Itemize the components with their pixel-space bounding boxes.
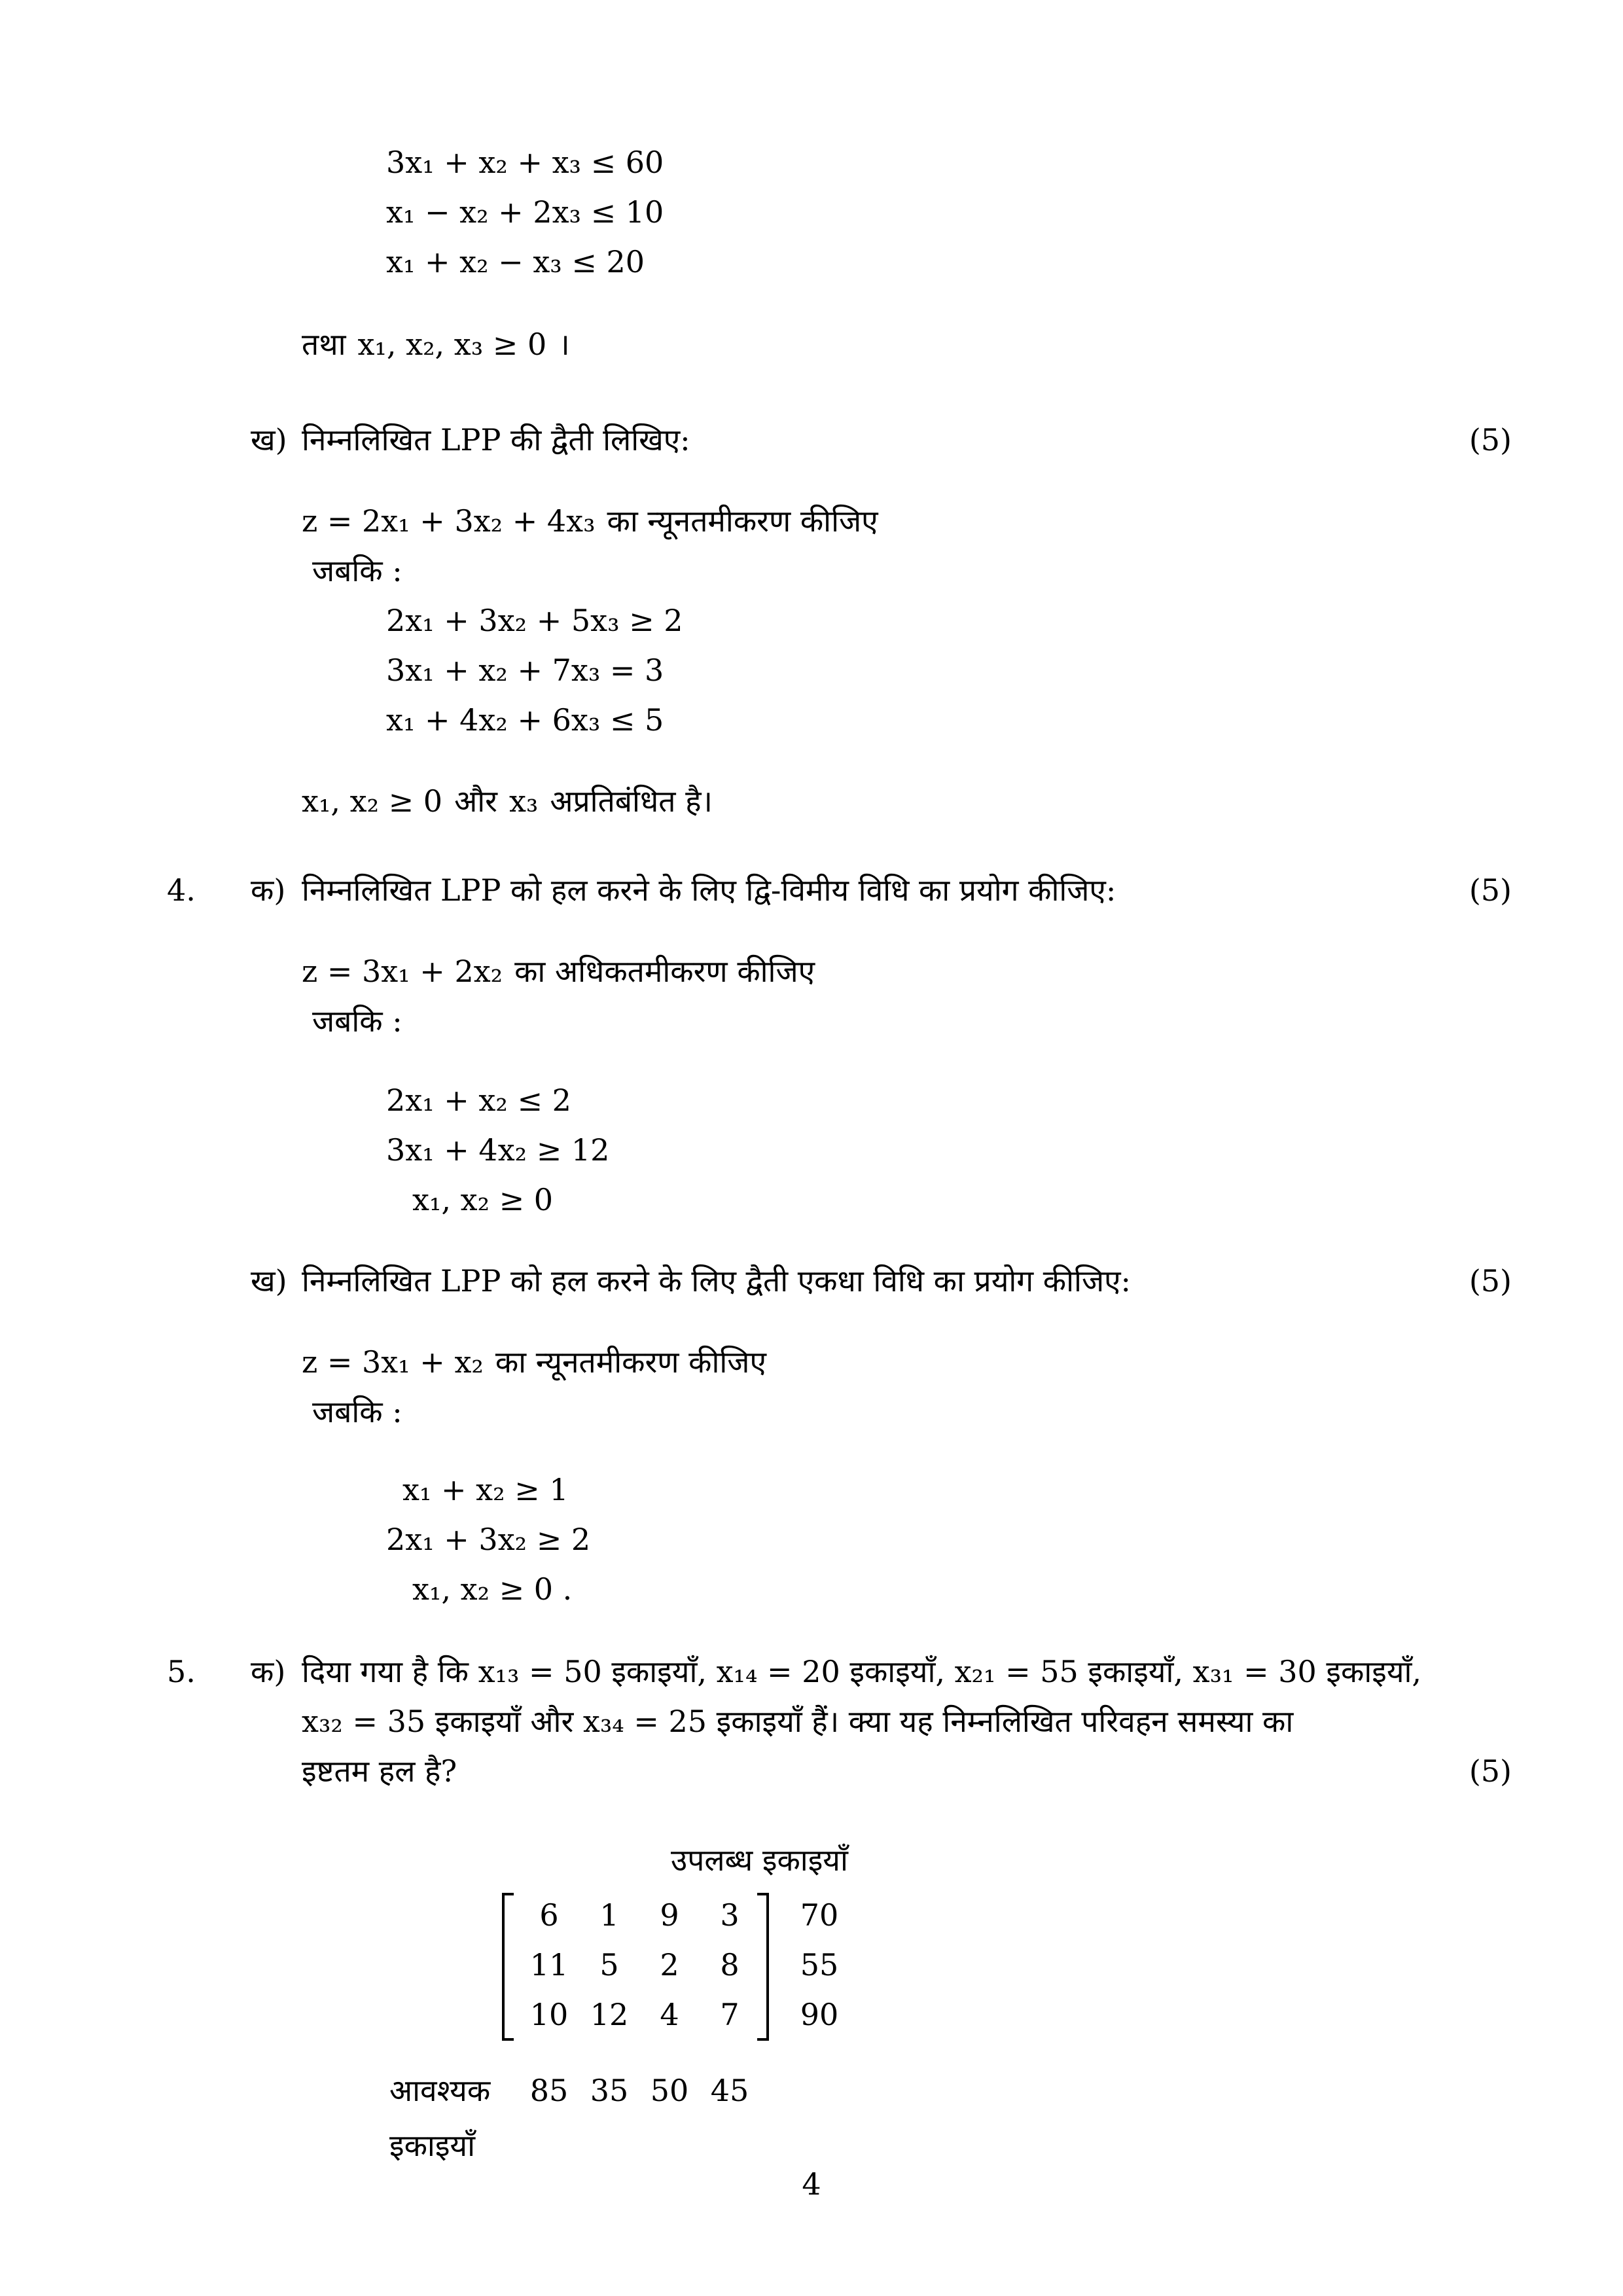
matrix-cell: 5 [599, 1947, 619, 1982]
math-line: 2x₁ + 3x₂ + 5x₃ ≥ 2 [386, 603, 683, 638]
q3b-title: निम्नलिखित LPP की द्वैती लिखिए: [302, 422, 690, 457]
q5a-text-line: इष्टतम हल है? [302, 1753, 457, 1789]
cost-matrix [519, 1890, 760, 2039]
q4a-subject-to: जबकि : [312, 1003, 402, 1039]
supply-value: 90 [800, 1997, 839, 2032]
demand-value: 50 [650, 2073, 689, 2108]
demand-value: 45 [710, 2073, 749, 2108]
matrix-cell: 11 [529, 1947, 569, 1982]
q5a-marks: (5) [1469, 1753, 1512, 1789]
nonnegativity-math: x₁, x₂, x₃ ≥ 0 [357, 327, 547, 362]
matrix-cell: 9 [660, 1897, 679, 1933]
page-number: 4 [802, 2166, 821, 2202]
q4a-marks: (5) [1469, 872, 1512, 908]
spacer [167, 1256, 251, 1306]
demand-value: 35 [590, 2073, 629, 2108]
q4b-subject-to: जबकि : [312, 1394, 402, 1429]
note-hindi: और [454, 783, 497, 819]
spacer [167, 415, 251, 465]
math-line: x₁ + x₂ ≥ 1 [402, 1472, 569, 1507]
q4b-title: निम्नलिखित LPP को हल करने के लिए द्वैती एकधा विधि का प्रयोग कीजिए: [302, 1263, 1132, 1299]
q4b-marks: (5) [1469, 1263, 1512, 1299]
math-line: x₁ + 4x₂ + 6x₃ ≤ 5 [386, 702, 664, 738]
q3a-nonnegativity-line [302, 319, 1512, 369]
supply-heading: उपलब्ध इकाइयाँ [671, 1842, 848, 1878]
q3a-constraints-block [386, 137, 1512, 287]
note-math: x₃ [508, 783, 539, 819]
q4-number: 4. [167, 872, 196, 908]
objective-hindi: का न्यूनतमीकरण कीजिए [607, 503, 878, 539]
matrix-cell: 12 [590, 1997, 629, 2032]
q4b-letter: ख) [251, 1263, 287, 1299]
objective-math: z = 3x₁ + 2x₂ [302, 954, 503, 989]
objective-math: z = 2x₁ + 3x₂ + 4x₃ [302, 503, 596, 539]
tatha-label: तथा [302, 327, 346, 362]
q4b-constraints-block [386, 1465, 1512, 1614]
q4a-title: निम्नलिखित LPP को हल करने के लिए द्वि-विमीय विधि का प्रयोग कीजिए: [302, 872, 1116, 908]
matrix-cell: 8 [720, 1947, 740, 1982]
math-line: x₁, x₂ ≥ 0 . [412, 1571, 573, 1607]
q4a-letter: क) [251, 872, 286, 908]
matrix-left-bracket [502, 1893, 514, 2041]
q4b-header-row [167, 1256, 1512, 1306]
q4a-constraints-block [386, 1075, 1512, 1225]
matrix-cell: 3 [720, 1897, 740, 1933]
math-line: 3x₁ + x₂ + 7x₃ = 3 [386, 653, 664, 688]
math-line: 2x₁ + 3x₂ ≥ 2 [386, 1522, 591, 1557]
q5-number: 5. [167, 1654, 196, 1689]
math-line: x₁ − x₂ + 2x₃ ≤ 10 [386, 194, 664, 230]
objective-hindi: का अधिकतमीकरण कीजिए [514, 954, 815, 989]
matrix-cell: 10 [529, 1997, 569, 2032]
note-math: x₁, x₂ ≥ 0 [302, 783, 443, 819]
matrix-cell: 4 [660, 1997, 679, 2032]
q3b-objective-line [302, 496, 1512, 546]
q3b-note-line [302, 776, 1512, 826]
q5a-header-row [167, 1647, 1512, 1796]
objective-hindi: का न्यूनतमीकरण कीजिए [495, 1344, 766, 1380]
q5a-text-line: x₃₂ = 35 इकाइयाँ और x₃₄ = 25 इकाइयाँ हैं। क्या यह निम्नलिखित परिवहन समस्या का [302, 1704, 1294, 1739]
q5a-text-block [302, 1647, 1469, 1796]
q4a-header-row [167, 865, 1512, 915]
demand-row [519, 2066, 760, 2115]
q3b-subject-to: जबकि : [312, 553, 402, 588]
supply-value: 55 [800, 1947, 839, 1982]
danda-mark: । [558, 327, 570, 362]
q3b-header-row [167, 415, 1512, 465]
math-line: 2x₁ + x₂ ≤ 2 [386, 1083, 571, 1118]
math-line: 3x₁ + x₂ + x₃ ≤ 60 [386, 145, 664, 180]
demand-label-line1: आवश्यक [389, 2073, 491, 2108]
supply-value: 70 [800, 1897, 839, 1933]
demand-value: 85 [529, 2073, 569, 2108]
demand-label-line2: इकाइयाँ [389, 2128, 476, 2163]
q3b-letter: ख) [251, 422, 287, 457]
transportation-table [167, 1835, 1512, 2189]
note-hindi: अप्रतिबंधित है। [550, 783, 713, 819]
matrix-cell: 1 [599, 1897, 619, 1933]
matrix-cell: 6 [539, 1897, 559, 1933]
objective-math: z = 3x₁ + x₂ [302, 1344, 484, 1380]
math-line: x₁, x₂ ≥ 0 [412, 1182, 554, 1217]
q4b-objective-line [302, 1337, 1512, 1387]
q3b-constraints-block [386, 596, 1512, 745]
q4a-objective-line [302, 946, 1512, 996]
supply-column [790, 1890, 849, 2039]
matrix-cell: 7 [720, 1997, 740, 2032]
matrix-cell: 2 [660, 1947, 679, 1982]
q3b-marks: (5) [1469, 422, 1512, 457]
q5a-letter: क) [251, 1654, 286, 1689]
q5a-text-line: दिया गया है कि x₁₃ = 50 इकाइयाँ, x₁₄ = 20 इकाइयाँ, x₂₁ = 55 इकाइयाँ, x₃₁ = 30 इकाइयाँ, [302, 1654, 1422, 1689]
math-line: 3x₁ + 4x₂ ≥ 12 [386, 1132, 610, 1168]
math-line: x₁ + x₂ − x₃ ≤ 20 [386, 244, 645, 279]
